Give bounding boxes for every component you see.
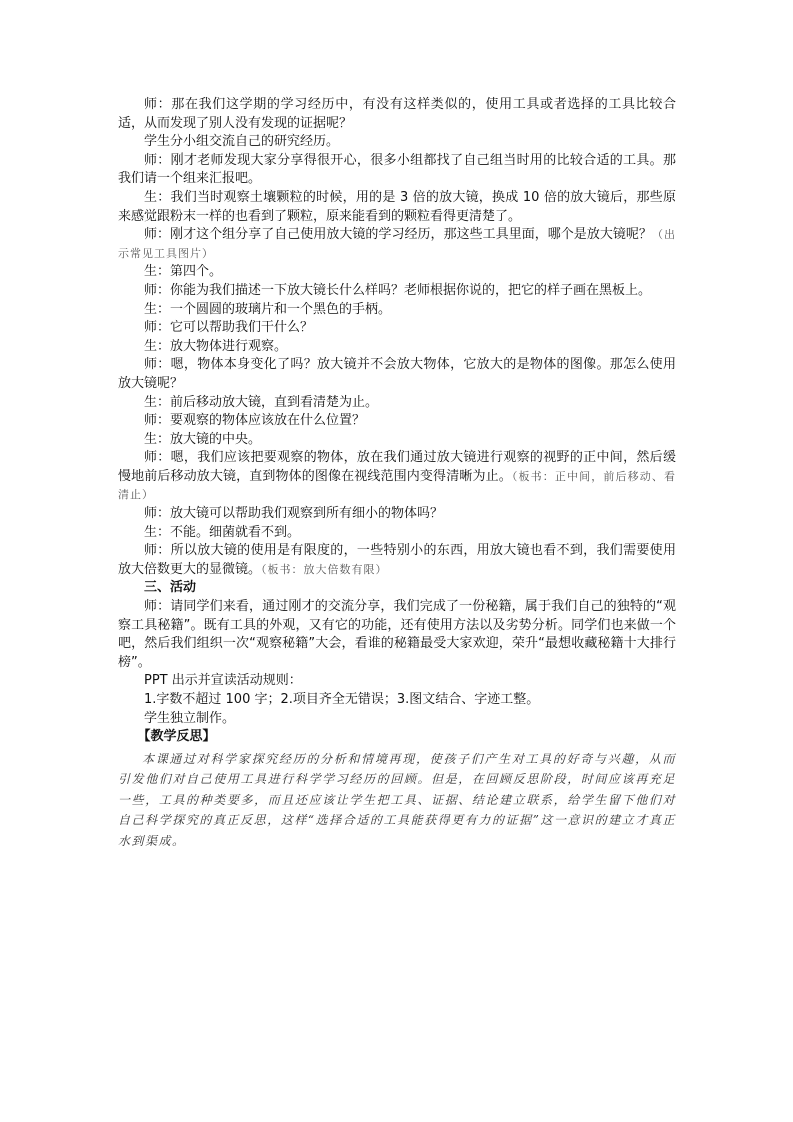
paragraph-text: 生：放大镜的中央。 [144, 431, 262, 447]
paragraph-text: 师：所以放大镜的使用是有限度的，一些特别小的东西，用放大镜也看不到，我们需要使用放大倍数更大的显微镜。 [118, 543, 676, 577]
paragraph-text: 师：放大镜可以帮助我们观察到所有细小的物体吗？ [144, 506, 444, 522]
dialogue-paragraph [118, 431, 676, 450]
board-note: （板书：正中间，前后移动、看清止） [118, 469, 676, 502]
paragraph-text: 师：那在我们这学期的学习经历中，有没有这样类似的，使用工具或者选择的工具比较合适，从而发现了别人没有发现的证据呢？ [118, 97, 676, 131]
dialogue-paragraph [118, 524, 676, 543]
dialogue-paragraph [118, 301, 676, 320]
board-note: （板书：放大倍数有限） [261, 562, 388, 576]
section-heading: 三、活动 [144, 580, 197, 596]
dialogue-section [118, 96, 676, 579]
dialogue-paragraph [118, 319, 676, 338]
paragraph-text: 生：放大物体进行观察。 [144, 338, 288, 354]
activity-paragraph: 1.字数不超过 100 字；2.项目齐全无错误；3.图文结合、字迹工整。 [144, 692, 540, 707]
paragraph-text: 生：前后移动放大镜，直到看清楚为止。 [144, 394, 379, 410]
paragraph-text: 师：嗯，我们应该把要观察的物体，放在我们通过放大镜进行观察的视野的正中间，然后缓慢地前后移动放大镜，直到物体的图像在视线范围内变得清晰为止。 [118, 450, 676, 484]
paragraph-text: 师：它可以帮助我们干什么？ [144, 320, 314, 336]
board-note: （出示常见工具图片） [118, 228, 676, 260]
paragraph-text: 学生分小组交流自己的研究经历。 [144, 134, 340, 150]
paragraph-text: 生：一个圆圆的玻璃片和一个黑色的手柄。 [144, 301, 392, 317]
dialogue-paragraph [118, 226, 676, 263]
dialogue-paragraph [118, 263, 676, 282]
paragraph-text: 师：要观察的物体应该放在什么位置？ [144, 413, 366, 429]
reflection-title: 【教学反思】 [137, 729, 216, 745]
dialogue-paragraph [118, 356, 676, 393]
dialogue-paragraph [118, 152, 676, 189]
paragraph-text: 生：第四个。 [144, 264, 223, 280]
paragraph-text: 师：嗯，物体本身变化了吗？放大镜并不会放大物体，它放大的是物体的图像。那怎么使用放大镜呢？ [118, 357, 676, 391]
paragraph-text: 师：刚才老师发现大家分享得很开心，很多小组都找了自己组当时用的比较合适的工具。那我们请一个组来汇报吧。 [118, 152, 676, 187]
dialogue-paragraph [118, 449, 676, 505]
dialogue-paragraph [118, 189, 676, 226]
activity-section [118, 598, 676, 728]
paragraph-text: 师：你能为我们描述一下放大镜长什么样吗？老师根据你说的，把它的样子画在黑板上。 [144, 282, 652, 298]
paragraph-text: 生：不能。细菌就看不到。 [144, 524, 301, 540]
dialogue-paragraph [118, 542, 676, 579]
dialogue-paragraph [118, 394, 676, 413]
dialogue-paragraph [118, 282, 676, 301]
reflection-text: 本课通过对科学家探究经历的分析和情境再现，使孩子们产生对工具的好奇与兴趣，从而引发他们对自己使用工具进行科学学习经历的回顾。但是，在回顾反思阶段，时间应该再充足一些，工具的种类要多，而且还应该让学生把工具、证据、结论建立联系，给学生留下他们对自己科学探究的真正反思，这样“选择合适的工具能获得更有力的证据”这一意识的建立才真正水到渠成。 [118, 751, 676, 848]
dialogue-paragraph [118, 505, 676, 524]
dialogue-paragraph [118, 412, 676, 431]
document-page [118, 96, 676, 851]
paragraph-text: 师：刚才这个组分享了自己使用放大镜的学习经历，那这些工具里面，哪个是放大镜呢？ [144, 227, 652, 243]
dialogue-paragraph [118, 133, 676, 152]
dialogue-paragraph [118, 338, 676, 357]
dialogue-paragraph [118, 96, 676, 133]
paragraph-text: 生：我们当时观察土壤颗粒的时候，用的是 3 倍的放大镜，换成 10 倍的放大镜后，那些原来感觉跟粉末一样的也看到了颗粒，原来能看到的颗粒看得更清楚了。 [118, 189, 676, 224]
activity-paragraph: 学生独立制作。 [144, 710, 236, 726]
activity-paragraph: 师：请同学们来看，通过刚才的交流分享，我们完成了一份秘籍，属于我们自己的独特的“观察工具秘籍”。既有工具的外观，又有它的功能，还有使用方法以及劣势分析。同学们也来做一个吧，然后我们组织一次“观察秘籍”大会，看谁的秘籍最受大家欢迎，荣升“最想收藏秘籍十大排行榜”。 [118, 599, 676, 670]
activity-paragraph: PPT 出示并宣读活动规则： [144, 673, 302, 689]
